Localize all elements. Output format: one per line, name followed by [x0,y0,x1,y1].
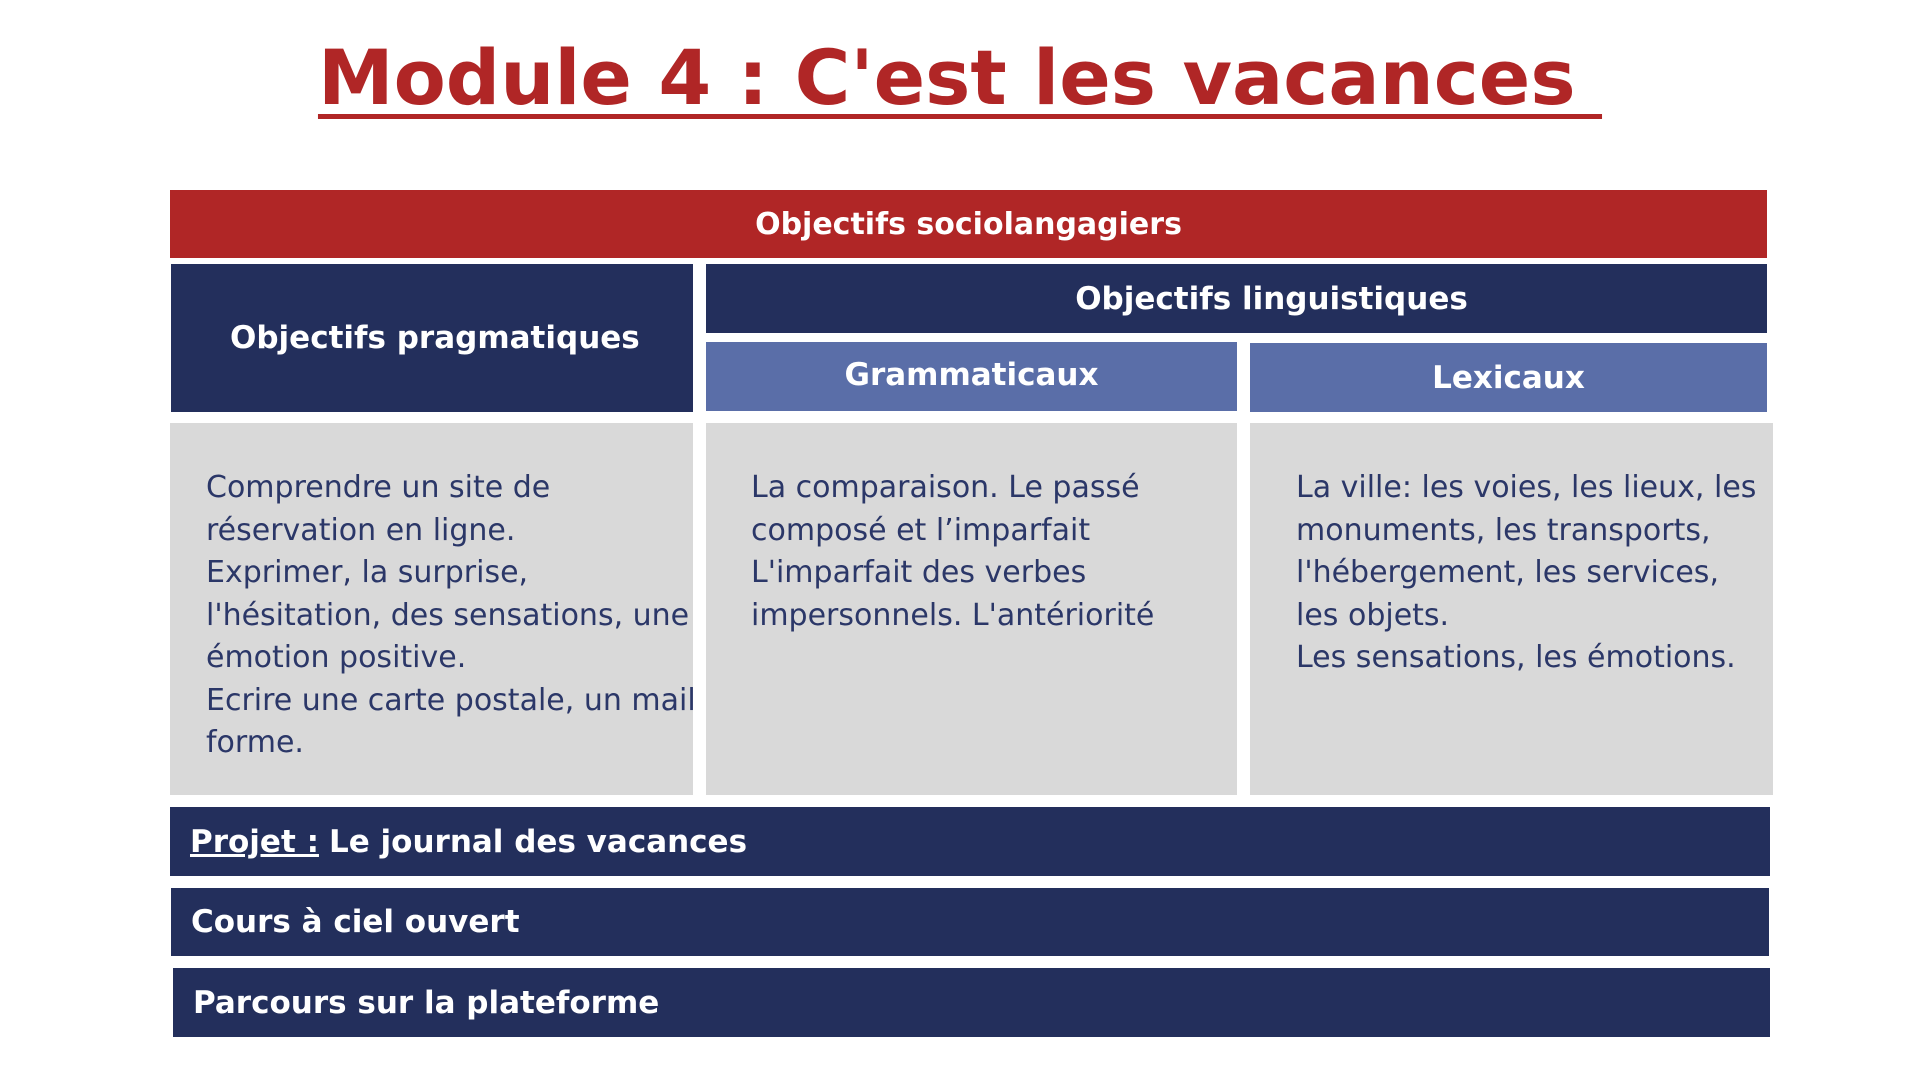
cell-objectifs-pragmatiques [170,423,696,795]
projet-label: Projet : [190,823,319,860]
pragmatiques-line: réservation en ligne. [206,512,516,548]
pragmatiques-line: l'hésitation, des sensations, une [206,597,690,633]
header-objectifs-linguistiques-label: Objectifs linguistiques [1075,280,1468,317]
cell-grammaticaux [706,423,1237,795]
header-objectifs-pragmatiques [171,264,693,412]
header-grammaticaux [706,342,1237,411]
lexicaux-line: les objets. [1296,597,1450,633]
page-title [0,28,1920,128]
grammaticaux-line: La comparaison. Le passé [751,470,1140,505]
header-lexicaux-label: Lexicaux [1432,359,1585,396]
pragmatiques-line: Comprendre un site de [206,470,551,505]
grammaticaux-line: L'imparfait des verbes [751,555,1087,590]
header-lexicaux [1250,343,1767,412]
header-objectifs-linguistiques [706,264,1767,333]
lexicaux-line: Les sensations, les émotions. [1296,640,1736,675]
lexicaux-line: La ville: les voies, les lieux, les [1296,470,1757,505]
row-parcours-plateforme [173,968,1770,1037]
cell-lexicaux [1250,423,1773,795]
pragmatiques-line: émotion positive. [206,640,467,675]
parcours-label: Parcours sur la plateforme [193,984,660,1021]
pragmatiques-line: forme. [206,725,304,760]
pragmatiques-line: Ecrire une carte postale, un mail [206,682,696,718]
pragmatiques-line: Exprimer, la surprise, [206,555,529,590]
lexicaux-line: monuments, les transports, [1296,512,1711,548]
page-title-text: Module 4 : C'est les vacances [317,33,1603,122]
header-objectifs-sociolangagiers-label: Objectifs sociolangagiers [755,206,1182,242]
row-cours-a-ciel-ouvert [171,888,1769,956]
row-projet [170,807,1770,876]
header-objectifs-pragmatiques-label: Objectifs pragmatiques [230,320,640,356]
projet-value: Le journal des vacances [328,823,748,860]
grammaticaux-line: impersonnels. L'antériorité [751,597,1155,633]
header-grammaticaux-label: Grammaticaux [844,356,1099,393]
header-objectifs-sociolangagiers [170,190,1767,258]
cours-label: Cours à ciel ouvert [191,904,520,940]
lexicaux-line: l'hébergement, les services, [1296,555,1719,590]
grammaticaux-line: composé et l’imparfait [751,512,1091,548]
